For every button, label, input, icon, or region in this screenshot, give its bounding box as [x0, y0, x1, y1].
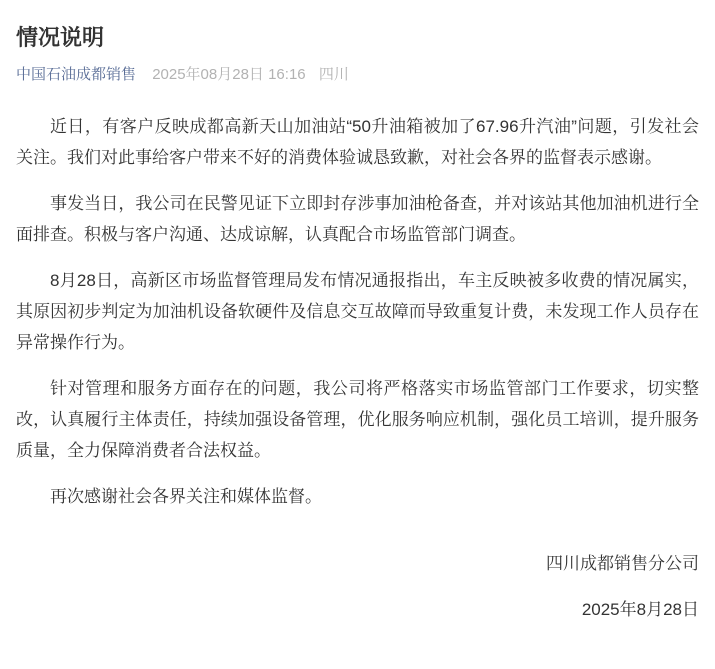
- publish-location: 四川: [318, 66, 349, 83]
- paragraph-2: 事发当日，我公司在民警见证下立即封存涉事加油枪备查，并对该站其他加油机进行全面排查。积极与客户沟通、达成谅解，认真配合市场监管部门调查。: [16, 194, 699, 244]
- paragraph-1: 近日，有客户反映成都高新天山加油站“50升油箱被加了67.96升汽油”问题，引发社会关注。我们对此事给客户带来不好的消费体验诚恳致歉，对社会各界的监督表示感谢。: [16, 117, 699, 167]
- paragraph-3: 8月28日，高新区市场监督管理局发布情况通报指出，车主反映被多收费的情况属实，其原因初步判定为加油机设备软硬件及信息交互故障而导致重复计费，未发现工作人员存在异常操作行为。: [16, 271, 699, 352]
- paragraph-5: 再次感谢社会各界关注和媒体监督。: [50, 487, 322, 506]
- signature-company: 四川成都销售分公司: [546, 554, 699, 573]
- publish-datetime: 2025年08月28日 16:16: [152, 66, 306, 83]
- article-title: 情况说明: [16, 25, 105, 50]
- article-body: [16, 111, 699, 625]
- signature-date: 2025年8月28日: [581, 600, 699, 619]
- account-name-link[interactable]: 中国石油成都销售: [16, 66, 137, 83]
- byline: [16, 64, 699, 85]
- paragraph-4: 针对管理和服务方面存在的问题，我公司将严格落实市场监管部门工作要求，切实整改，认真履行主体责任，持续加强设备管理，优化服务响应机制，强化员工培训，提升服务质量，全力保障消费者合法权益。: [16, 379, 699, 460]
